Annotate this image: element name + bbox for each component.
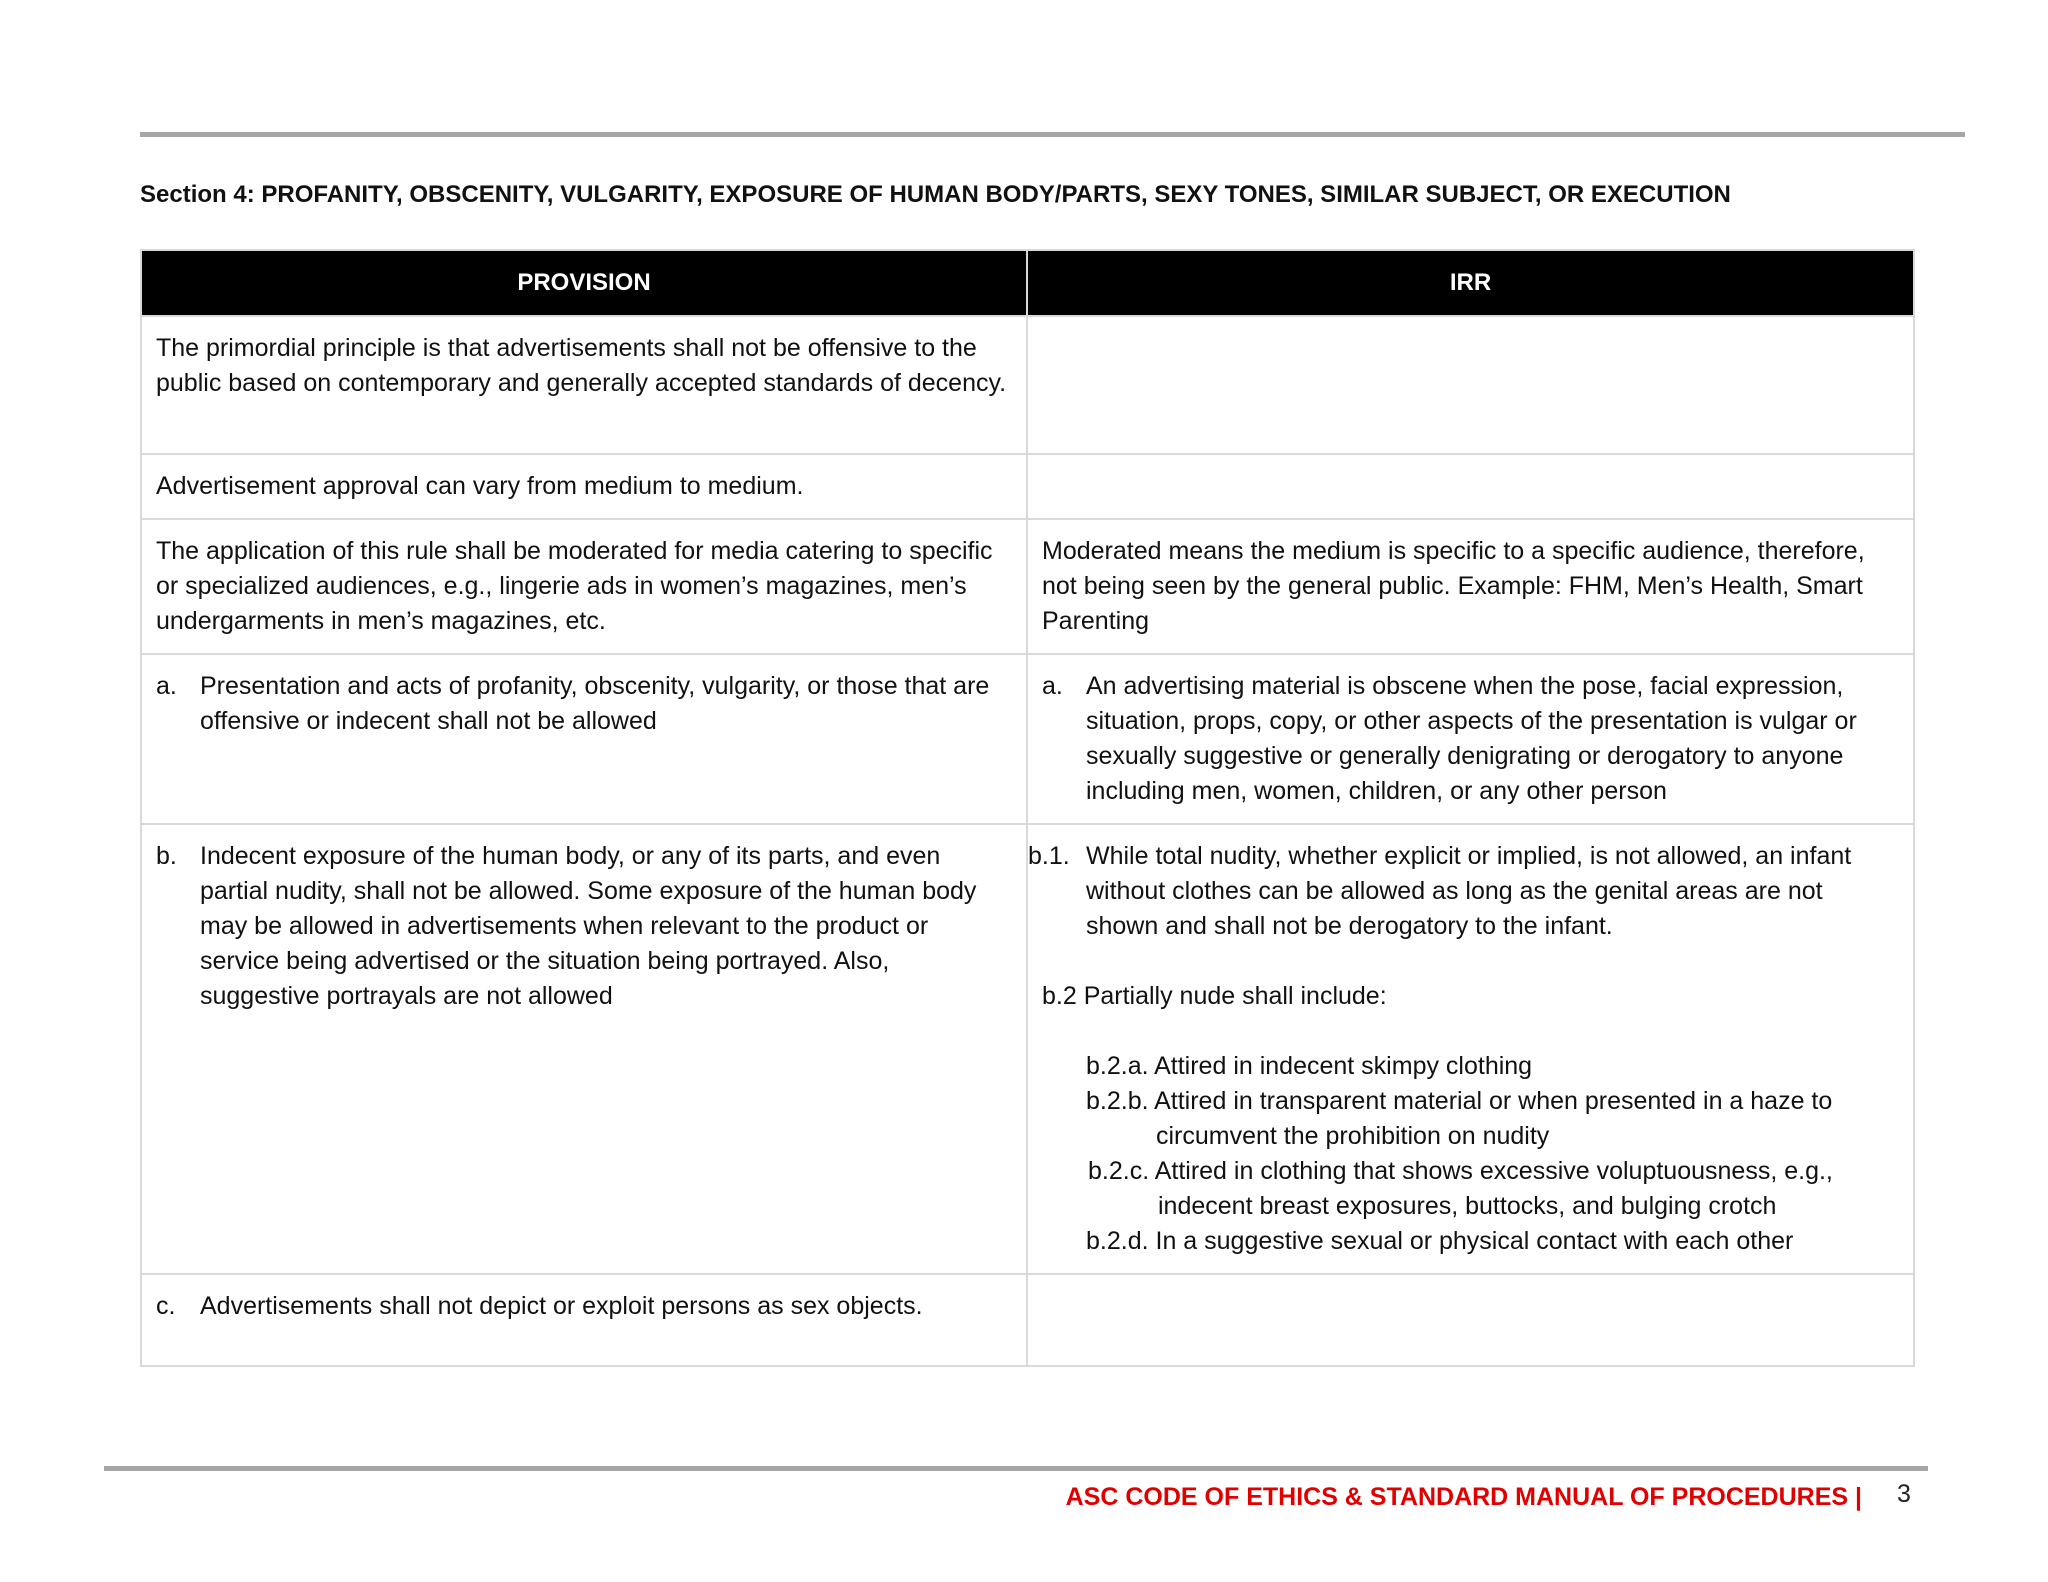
provision-table — [140, 249, 1915, 1367]
irr-subheading: b.2 Partially nude shall include: — [1042, 982, 1387, 1010]
provision-cell — [141, 824, 1027, 1274]
table-row — [141, 316, 1914, 454]
provision-cell — [141, 1274, 1027, 1366]
footer-title: ASC CODE OF ETHICS & STANDARD MANUAL OF PROCEDURES | — [1065, 1483, 1862, 1511]
list-item — [1028, 839, 1901, 944]
irr-header: IRR — [1027, 250, 1914, 316]
list-marker: b.1. — [1028, 842, 1070, 870]
provision-text: Presentation and acts of profanity, obscenity, vulgarity, or those that are offensive or indecent shall not be allowed — [200, 672, 990, 735]
irr-cell — [1027, 824, 1914, 1274]
irr-text: Moderated means the medium is specific to a specific audience, therefore, not being seen by the general public. Example: FHM, Men’s Health, Smart Parenting — [1042, 537, 1865, 635]
spacer — [1028, 1014, 1901, 1049]
list-marker: a. — [156, 672, 177, 700]
table-row — [141, 824, 1914, 1274]
list-marker: c. — [156, 1292, 176, 1320]
list-item: b.2.c. Attired in clothing that shows excessive voluptuousness, e.g., indecent breast exposures, buttocks, and bulging crotch — [1088, 1157, 1833, 1220]
provision-text: Advertisement approval can vary from medium to medium. — [156, 472, 804, 500]
irr-text: An advertising material is obscene when the pose, facial expression, situation, props, copy, or other aspects of the presentation is vulgar or sexually suggestive or generally denigrating or derogatory to anyone including men, women, children, or any other person — [1086, 672, 1857, 805]
footer-rule — [104, 1466, 1928, 1471]
table-header-row — [141, 250, 1914, 316]
irr-cell — [1027, 454, 1914, 519]
table-row — [141, 454, 1914, 519]
list-item: b.2.a. Attired in indecent skimpy clothing — [1086, 1052, 1533, 1080]
irr-cell — [1027, 1274, 1914, 1366]
provision-cell — [141, 316, 1027, 454]
list-item — [156, 839, 1014, 1014]
provision-cell — [141, 519, 1027, 654]
list-item — [156, 669, 1014, 739]
page-number: 3 — [1897, 1480, 1911, 1508]
header-rule — [140, 132, 1965, 137]
list-item: b.2.b. Attired in transparent material or when presented in a haze to circumvent the prohibition on nudity — [1086, 1087, 1833, 1150]
provision-cell — [141, 454, 1027, 519]
list-item — [1042, 669, 1901, 809]
list-marker: b. — [156, 842, 177, 870]
irr-cell — [1027, 519, 1914, 654]
table-row — [141, 654, 1914, 824]
provision-text: The application of this rule shall be moderated for media catering to specific or specialized audiences, e.g., lingerie ads in women’s magazines, men’s undergarments in men’s magazines, etc. — [156, 537, 993, 635]
list-item — [156, 1289, 1014, 1324]
provision-text: Indecent exposure of the human body, or any of its parts, and even partial nudity, shall not be allowed. Some exposure of the human body may be allowed in advertisements when relevant to the product or service being advertised or the situation being portrayed. Also, suggestive portrayals are not allowed — [200, 842, 977, 1010]
section-title: Section 4: PROFANITY, OBSCENITY, VULGARITY, EXPOSURE OF HUMAN BODY/PARTS, SEXY TONES, SIMILAR SUBJECT, OR EXECUTION — [140, 181, 1731, 208]
table-row — [141, 1274, 1914, 1366]
table-row — [141, 519, 1914, 654]
irr-cell — [1027, 316, 1914, 454]
spacer — [1028, 944, 1901, 979]
irr-text: While total nudity, whether explicit or implied, is not allowed, an infant without clothes can be allowed as long as the genital areas are not shown and shall not be derogatory to the infant. — [1086, 842, 1852, 940]
list-marker: a. — [1042, 672, 1063, 700]
provision-text: Advertisements shall not depict or exploit persons as sex objects. — [200, 1292, 923, 1320]
irr-cell — [1027, 654, 1914, 824]
list-item: b.2.d. In a suggestive sexual or physical contact with each other — [1086, 1227, 1794, 1255]
provision-cell — [141, 654, 1027, 824]
provision-text: The primordial principle is that advertisements shall not be offensive to the public based on contemporary and generally accepted standards of decency. — [156, 334, 1007, 397]
provision-header: PROVISION — [141, 250, 1027, 316]
